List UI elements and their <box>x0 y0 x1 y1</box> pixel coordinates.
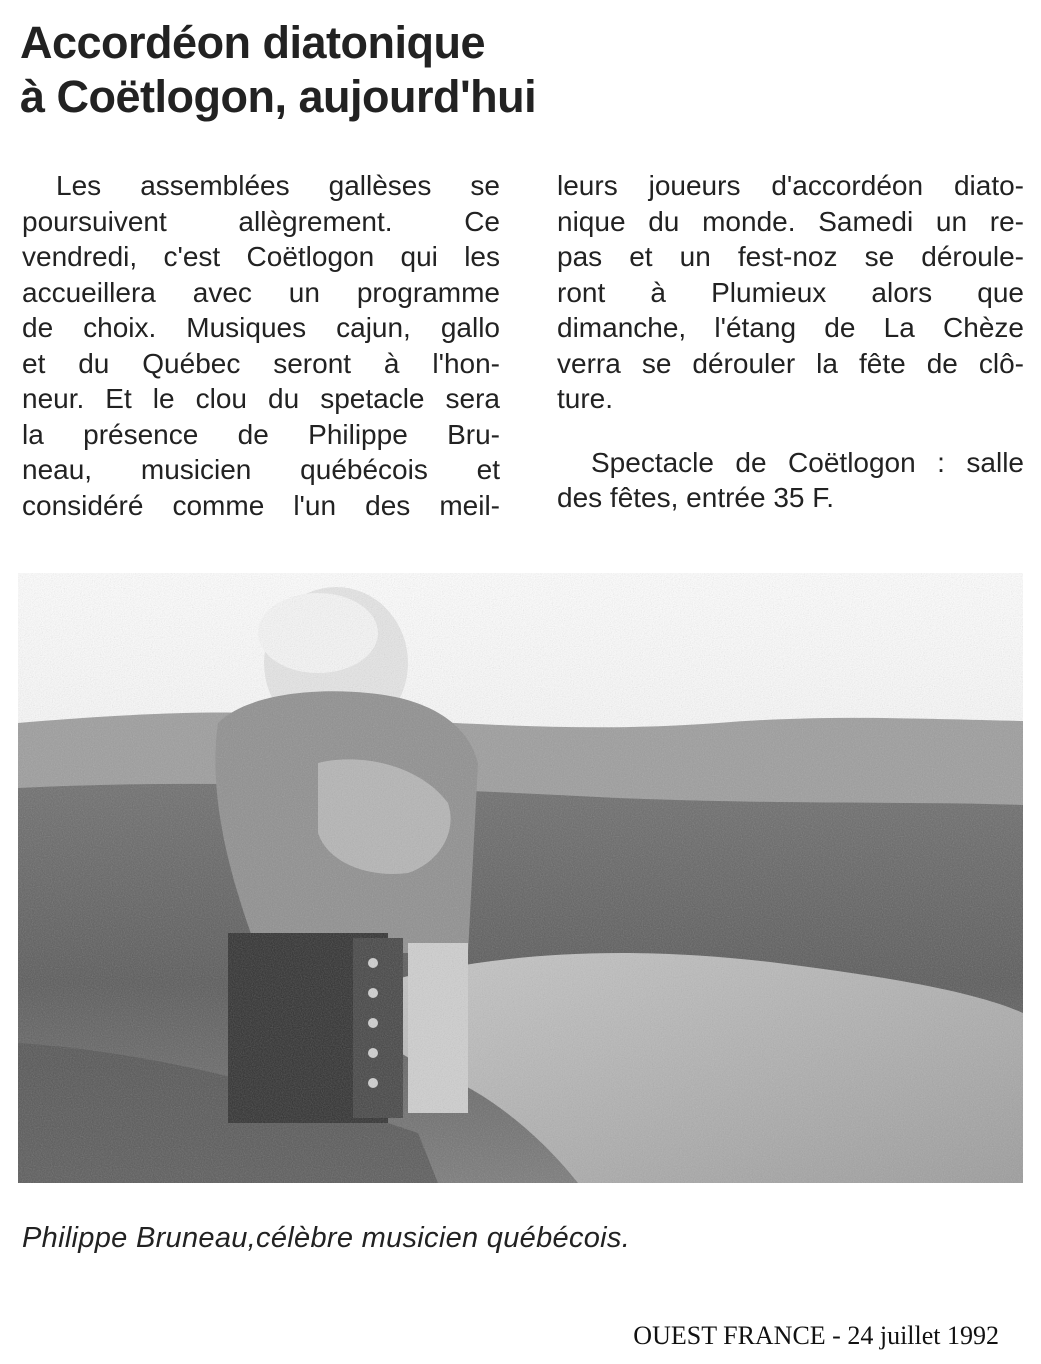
article-column-right <box>557 168 1024 516</box>
text-line: considéré comme l'un des meil- <box>22 489 500 521</box>
headline-line-1: Accordéon diatonique <box>20 17 486 68</box>
article-headline <box>20 16 780 124</box>
article-photo <box>18 573 1023 1183</box>
text-line: neau, musicien québécois et <box>22 454 500 485</box>
text-line: ture. <box>557 383 614 414</box>
article-column-left <box>22 168 500 523</box>
headline-line-2: à Coëtlogon, aujourd'hui <box>20 71 537 122</box>
text-line: ront à Plumieux alors que <box>557 276 1024 308</box>
text-line: leurs joueurs d'accordéon diato- <box>557 170 1024 201</box>
text-line: verra se dérouler la fête de clô- <box>557 347 1024 379</box>
text-line: des fêtes, entrée 35 F. <box>557 482 835 513</box>
text-line: vendredi, c'est Coëtlogon qui les <box>22 241 500 272</box>
photo-caption: Philippe Bruneau,célèbre musicien québécois. <box>22 1222 631 1254</box>
text-line: neur. Et le clou du spetacle sera <box>22 383 500 414</box>
text-line: accueillera avec un programme <box>22 276 500 308</box>
photo-illustration <box>18 573 1023 1183</box>
article-paragraph-2 <box>557 445 1024 516</box>
text-line: dimanche, l'étang de La Chèze <box>557 312 1024 343</box>
text-line: de choix. Musiques cajun, gallo <box>22 312 500 343</box>
article-paragraph-1 <box>22 168 500 523</box>
text-line: nique du monde. Samedi un re- <box>557 205 1024 237</box>
source-line: OUEST FRANCE - 24 juillet 1992 <box>633 1321 999 1350</box>
text-line: et du Québec seront à l'hon- <box>22 347 500 379</box>
text-line: pas et un fest-noz se déroule- <box>557 241 1024 272</box>
paragraph-gap <box>557 417 1024 445</box>
text-line: poursuivent allègrement. Ce <box>22 205 500 237</box>
text-line: la présence de Philippe Bru- <box>22 418 500 450</box>
article-paragraph-1-continued <box>557 168 1024 417</box>
photo-grain <box>18 573 1023 1183</box>
text-line: Les assemblées gallèses se <box>56 170 500 201</box>
text-line: Spectacle de Coëtlogon : salle <box>591 446 1024 478</box>
